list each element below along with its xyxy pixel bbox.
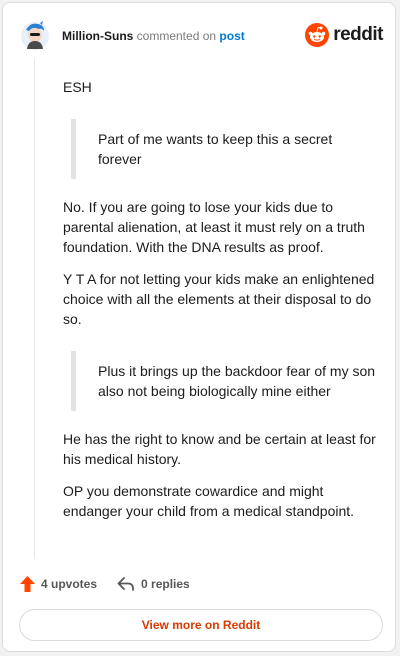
reddit-wordmark: reddit bbox=[333, 24, 383, 45]
view-more-button[interactable]: View more on Reddit bbox=[19, 609, 383, 641]
comment-actions bbox=[20, 576, 210, 592]
blockquote bbox=[71, 351, 379, 411]
reply-count: 0 replies bbox=[141, 577, 190, 591]
comment-paragraph: No. If you are going to lose your kids due to parental alienation, at least it must rely on a truth foundation. With the DNA results as proof. bbox=[63, 199, 365, 255]
avatar[interactable] bbox=[20, 20, 50, 52]
reddit-snoo-icon bbox=[305, 23, 329, 47]
username-link[interactable]: Million-Suns bbox=[62, 29, 134, 43]
reply-arrow-icon bbox=[117, 577, 135, 591]
blockquote-text: Plus it brings up the backdoor fear of my son also not being biologically mine either bbox=[98, 363, 376, 399]
comment-header bbox=[3, 3, 395, 63]
upvote-arrow-icon bbox=[20, 576, 35, 592]
blockquote bbox=[71, 119, 379, 179]
reddit-logo[interactable] bbox=[305, 23, 383, 47]
blockquote-text: Part of me wants to keep this a secret forever bbox=[98, 131, 333, 167]
action-text: commented on bbox=[136, 29, 217, 43]
upvote-button[interactable] bbox=[20, 576, 97, 592]
reply-button[interactable] bbox=[117, 577, 190, 591]
thread-line bbox=[34, 59, 35, 559]
post-link[interactable]: post bbox=[219, 29, 245, 43]
comment-paragraph: He has the right to know and be certain at least for his medical history. bbox=[63, 431, 376, 467]
comment-paragraph: ESH bbox=[63, 79, 92, 95]
comment-paragraph: OP you demonstrate cowardice and might endanger your child from a medical standpoint. bbox=[63, 483, 355, 519]
comment-meta bbox=[62, 28, 245, 44]
comment-paragraph: Y T A for not letting your kids make an enlightened choice with all the elements at their disposal to do so. bbox=[63, 271, 375, 327]
avatar-icon bbox=[20, 20, 50, 52]
comment-embed-card bbox=[2, 2, 396, 652]
comment-body bbox=[63, 77, 379, 533]
upvote-count: 4 upvotes bbox=[41, 577, 98, 591]
